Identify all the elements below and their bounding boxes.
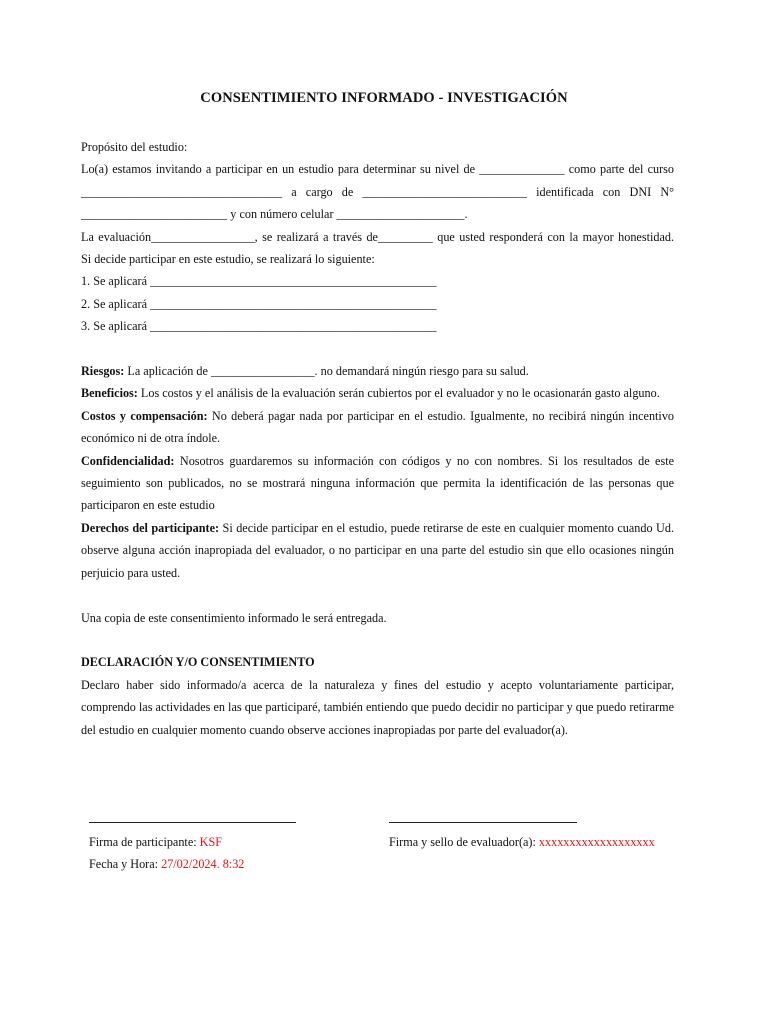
list-item: 3. Se aplicará _______________________________________________: [81, 319, 437, 334]
section-label: Riesgos:: [81, 364, 125, 379]
document-title: CONSENTIMIENTO INFORMADO - INVESTIGACIÓN: [200, 90, 568, 106]
declaration-text: Declaro haber sido informado/a acerca de la naturaleza y fines del estudio y acepto voluntariamente participar, comprendo las actividades en las que participaré, también entiendo que puedo decidir no participar y que puedo retirarme del estudio en cualquier momento cuando observe acciones inapropiadas por parte del evaluador(a).: [81, 677, 674, 737]
section-confidentiality: [81, 450, 674, 517]
section-costs: [81, 405, 674, 450]
purpose-line-4: La evaluación_________________, se realizará a través de_________ que usted responderá con la mayor honestidad.: [81, 229, 674, 244]
list-item: 2. Se aplicará _______________________________________________: [81, 296, 437, 311]
purpose-line-2: _________________________________ a cargo de ___________________________ identificada con DNI N°: [81, 184, 674, 199]
purpose-line-3: ________________________ y con número celular _____________________.: [81, 207, 468, 222]
section-label: Beneficios:: [81, 386, 138, 401]
section-label: Costos y compensación:: [81, 408, 208, 423]
section-label: Derechos del participante:: [81, 520, 220, 535]
section-risks: [81, 360, 674, 382]
participant-signature-block: [89, 822, 296, 876]
section-benefits: [81, 382, 674, 404]
evaluator-signature-line: [389, 822, 577, 823]
copy-note: Una copia de este consentimiento informado le será entregada.: [81, 610, 387, 625]
list-item: 1. Se aplicará _______________________________________________: [81, 274, 437, 289]
participant-signature-line: [89, 822, 296, 823]
datetime-value: 27/02/2024. 8:32: [161, 857, 245, 872]
section-text: La aplicación de _________________. no demandará ningún riesgo para su salud.: [124, 364, 529, 379]
section-text: No deberá pagar nada por participar en el estudio. Igualmente, no recibirá ningún incentivo económico ni de otra índole.: [81, 408, 675, 446]
section-rights: [81, 517, 674, 584]
document-body: [81, 136, 674, 741]
participant-signature: Firma de participante: KSF: [89, 835, 223, 849]
date-time: Fecha y Hora: 27/02/2024. 8:32: [89, 857, 245, 872]
evaluator-signature: Firma y sello de evaluador(a): xxxxxxxxxxxxxxxxxxx: [389, 835, 655, 849]
participant-value: KSF: [199, 835, 223, 849]
evaluator-signature-block: [389, 822, 689, 853]
declaration-heading: DECLARACIÓN Y/O CONSENTIMIENTO: [81, 655, 315, 670]
evaluator-value: xxxxxxxxxxxxxxxxxxx: [538, 835, 655, 849]
purpose-heading: Propósito del estudio:: [81, 140, 188, 154]
purpose-line-5: Si decide participar en este estudio, se realizará lo siguiente:: [81, 252, 375, 267]
section-text: Si decide participar en el estudio, puede retirarse de este en cualquier momento cuando Ud. observe alguna acción inapropiada del evaluador, o no participar en una parte del estudio sin que ello ocasiones ningún perjuicio para usted.: [81, 520, 674, 580]
section-label: Confidencialidad:: [81, 453, 175, 468]
section-text: Nosotros guardaremos su información con códigos y no con nombres. Si los resultados de este seguimiento son publicados, no se mostrará ninguna información que permita la identificación de las personas que participaron en este estudio: [81, 453, 674, 513]
purpose-line-1: Lo(a) estamos invitando a participar en un estudio para determinar su nivel de ______________ como parte del curso: [81, 162, 674, 177]
section-text: Los costos y el análisis de la evaluación serán cubiertos por el evaluador y no le ocasionarán gasto alguno.: [137, 386, 660, 401]
